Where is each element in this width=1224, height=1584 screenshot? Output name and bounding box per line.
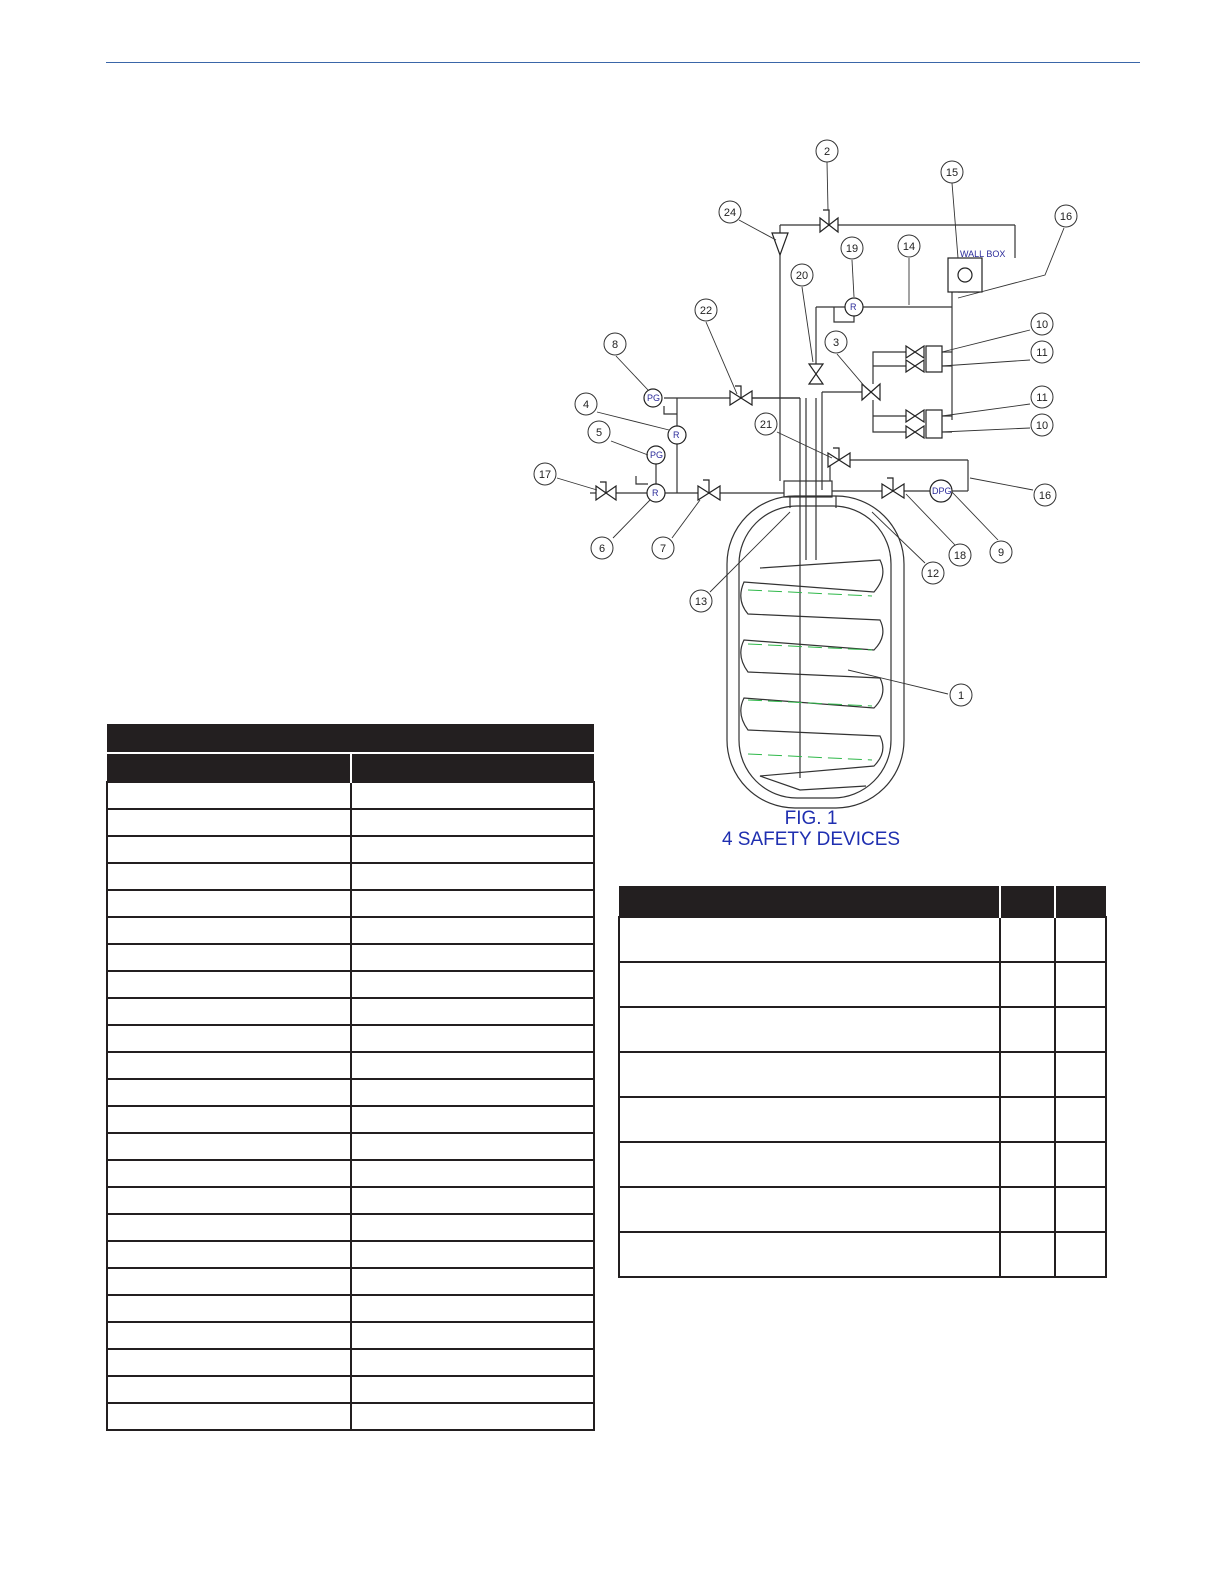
table-row <box>107 1376 594 1403</box>
inspection-check-cell <box>1000 1142 1055 1187</box>
valve-20 <box>809 364 823 384</box>
inspection-check-cell <box>1055 1187 1106 1232</box>
part-description-cell <box>351 1268 595 1295</box>
safety-device-11-bottom <box>906 410 924 422</box>
callout-12: 12 <box>926 568 940 580</box>
figure-caption-line1: FIG. 1 <box>784 808 838 829</box>
part-number-cell <box>107 1079 351 1106</box>
inspection-check-cell <box>1055 962 1106 1007</box>
callout-16-right: 16 <box>1038 490 1052 502</box>
part-number-cell <box>107 971 351 998</box>
callout-9: 9 <box>997 547 1005 559</box>
inspection-check-cell <box>1055 1052 1106 1097</box>
table-row <box>107 1214 594 1241</box>
table-row <box>107 1187 594 1214</box>
inspection-check-cell <box>1055 1097 1106 1142</box>
table-row <box>107 836 594 863</box>
parts-list-table <box>106 724 595 1431</box>
part-description-cell <box>351 971 595 998</box>
inspection-check-cell <box>1000 917 1055 962</box>
callout-1: 1 <box>957 690 965 702</box>
table-row <box>107 890 594 917</box>
part-description-cell <box>351 1403 595 1430</box>
pg1-label: PG <box>647 393 661 403</box>
part-number-cell <box>107 917 351 944</box>
part-description-cell <box>351 944 595 971</box>
part-number-cell <box>107 1376 351 1403</box>
part-description-cell <box>351 782 595 809</box>
inspection-check-cell <box>1000 1187 1055 1232</box>
wall-box-gauge <box>958 268 972 282</box>
callout-7: 7 <box>659 543 667 555</box>
callout-22: 22 <box>699 305 713 317</box>
callout-11-bottom: 11 <box>1036 392 1048 404</box>
part-number-cell <box>107 809 351 836</box>
part-description-cell <box>351 1079 595 1106</box>
part-number-cell <box>107 1241 351 1268</box>
table-row <box>107 863 594 890</box>
inspection-description-cell <box>619 917 1000 962</box>
parts-table-title <box>107 724 594 753</box>
part-number-cell <box>107 1052 351 1079</box>
inspection-description-cell <box>619 1187 1000 1232</box>
head-block <box>784 481 832 497</box>
part-number-cell <box>107 998 351 1025</box>
wall-box-label: WALL BOX <box>960 249 1006 259</box>
table-row <box>107 917 594 944</box>
part-number-cell <box>107 1133 351 1160</box>
part-description-cell <box>351 1052 595 1079</box>
r3-label: R <box>850 302 857 312</box>
inspection-description-cell <box>619 1007 1000 1052</box>
callout-11-top: 11 <box>1036 347 1048 359</box>
callout-24: 24 <box>723 207 737 219</box>
table-row <box>619 1232 1106 1277</box>
inspection-check-cell <box>1055 1007 1106 1052</box>
parts-table-header-description <box>351 753 595 782</box>
callout-4: 4 <box>582 399 590 411</box>
callout-10-bottom: 10 <box>1035 420 1049 432</box>
part-number-cell <box>107 1214 351 1241</box>
callout-5: 5 <box>595 427 603 439</box>
inspection-check-cell <box>1000 1007 1055 1052</box>
part-description-cell <box>351 998 595 1025</box>
part-description-cell <box>351 1160 595 1187</box>
table-row <box>107 1052 594 1079</box>
inspection-check-cell <box>1000 1232 1055 1277</box>
table-row <box>107 1403 594 1430</box>
inspection-description-cell <box>619 1097 1000 1142</box>
callout-14: 14 <box>902 241 916 253</box>
table-row <box>107 1079 594 1106</box>
part-description-cell <box>351 836 595 863</box>
part-description-cell <box>351 1295 595 1322</box>
table-row <box>619 1007 1106 1052</box>
part-number-cell <box>107 890 351 917</box>
part-number-cell <box>107 1268 351 1295</box>
table-row <box>619 962 1106 1007</box>
inspection-check-cell <box>1055 917 1106 962</box>
part-number-cell <box>107 1295 351 1322</box>
part-description-cell <box>351 863 595 890</box>
figure-caption-line2: 4 SAFETY DEVICES <box>721 829 901 850</box>
table-row <box>619 1052 1106 1097</box>
safety-device-11-top <box>906 360 924 372</box>
table-row <box>107 1133 594 1160</box>
table-row <box>107 1106 594 1133</box>
inspection-table <box>618 886 1107 1278</box>
part-description-cell <box>351 917 595 944</box>
part-description-cell <box>351 1025 595 1052</box>
inspection-header-col3 <box>1055 886 1106 917</box>
table-row <box>107 998 594 1025</box>
parts-table-body <box>107 782 594 1430</box>
part-number-cell <box>107 782 351 809</box>
r2-label: R <box>652 488 659 498</box>
part-number-cell <box>107 863 351 890</box>
table-row <box>107 1241 594 1268</box>
part-description-cell <box>351 1376 595 1403</box>
callout-13: 13 <box>694 596 708 608</box>
part-number-cell <box>107 1322 351 1349</box>
inspection-check-cell <box>1055 1232 1106 1277</box>
callout-16-top: 16 <box>1059 211 1073 223</box>
dpg-label: DPG <box>932 486 952 496</box>
inspection-description-cell <box>619 962 1000 1007</box>
inspection-check-cell <box>1000 962 1055 1007</box>
part-description-cell <box>351 1133 595 1160</box>
callout-3: 3 <box>832 337 840 349</box>
callout-6: 6 <box>598 543 606 555</box>
table-row <box>619 1187 1106 1232</box>
part-number-cell <box>107 1025 351 1052</box>
table-row <box>619 1142 1106 1187</box>
inspection-check-cell <box>1000 1097 1055 1142</box>
inspection-description-cell <box>619 1052 1000 1097</box>
table-row <box>107 971 594 998</box>
part-description-cell <box>351 1187 595 1214</box>
part-number-cell <box>107 1187 351 1214</box>
r1-label: R <box>673 430 680 440</box>
table-row <box>107 782 594 809</box>
part-description-cell <box>351 1322 595 1349</box>
table-row <box>107 1268 594 1295</box>
part-description-cell <box>351 809 595 836</box>
inspection-header-description <box>619 886 1000 917</box>
table-row <box>619 917 1106 962</box>
part-description-cell <box>351 890 595 917</box>
part-number-cell <box>107 1349 351 1376</box>
part-description-cell <box>351 1241 595 1268</box>
callout-19: 19 <box>845 243 859 255</box>
table-row <box>107 1025 594 1052</box>
inspection-description-cell <box>619 1232 1000 1277</box>
table-row <box>107 1349 594 1376</box>
part-number-cell <box>107 836 351 863</box>
part-description-cell <box>351 1214 595 1241</box>
safety-device-10-bottom <box>906 426 924 438</box>
table-row <box>107 1160 594 1187</box>
table-row <box>619 1097 1106 1142</box>
callout-20: 20 <box>795 270 809 282</box>
callout-15: 15 <box>945 167 959 179</box>
callout-17: 17 <box>538 469 552 481</box>
inspection-table-body <box>619 917 1106 1277</box>
inspection-header-col2 <box>1000 886 1055 917</box>
table-row <box>107 1322 594 1349</box>
callout-10-top: 10 <box>1035 319 1049 331</box>
part-number-cell <box>107 1106 351 1133</box>
table-row <box>107 1295 594 1322</box>
pg2-label: PG <box>650 450 664 460</box>
part-number-cell <box>107 1160 351 1187</box>
inner-coil <box>741 560 883 790</box>
callout-21: 21 <box>759 419 773 431</box>
part-description-cell <box>351 1349 595 1376</box>
check-valve-24 <box>772 233 788 255</box>
callout-18: 18 <box>953 550 967 562</box>
table-row <box>107 944 594 971</box>
part-number-cell <box>107 944 351 971</box>
callout-2: 2 <box>823 146 831 158</box>
inspection-check-cell <box>1055 1142 1106 1187</box>
inspection-check-cell <box>1000 1052 1055 1097</box>
inspection-description-cell <box>619 1142 1000 1187</box>
safety-device-10-top <box>906 346 924 358</box>
part-number-cell <box>107 1403 351 1430</box>
part-description-cell <box>351 1106 595 1133</box>
parts-table-header-item <box>107 753 351 782</box>
table-row <box>107 809 594 836</box>
callout-8: 8 <box>611 339 619 351</box>
